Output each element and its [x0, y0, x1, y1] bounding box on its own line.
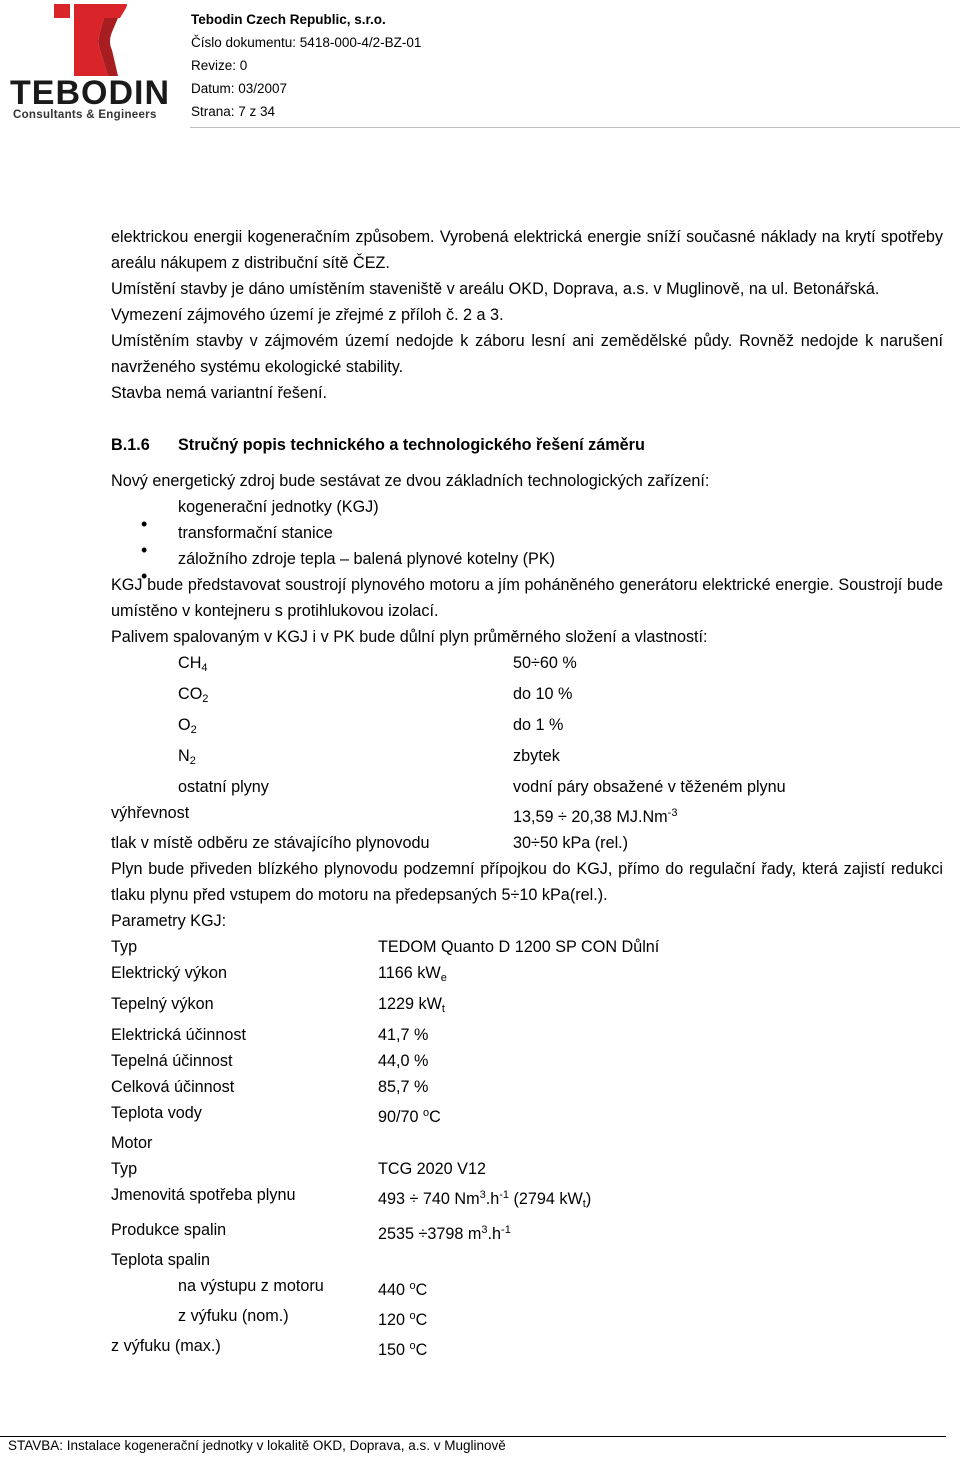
param-row: na výstupu z motoru 440 $^o$C [178, 1277, 428, 1299]
document-header [191, 8, 421, 123]
company-name: Tebodin Czech Republic, s.r.o. [191, 12, 386, 27]
param-row: Jmenovitá spotřeba plynu 493 ÷ 740 $Nm^3.h^{-1}$ (2794 $kW_t$) [111, 1186, 592, 1210]
footer-rule [0, 1436, 946, 1437]
param-row: Produkce spalin 2535 ÷3798 $m^3.h^{-1}$ [111, 1221, 511, 1243]
header-rule [190, 127, 960, 128]
zdroj-intro: Nový energetický zdroj bude sestávat ze dvou základních technologických zařízení: [111, 472, 710, 490]
vyhrevnost-row: výhřevnost 13,59 ÷ 20,38 $MJ.Nm^{-3}$ [111, 804, 678, 826]
intro-paragraph-3: Vymezení zájmového území je zřejmé z příloh č. 2 a 3. [111, 306, 504, 324]
date: Datum: 03/2007 [191, 81, 288, 96]
bullet-item: transformační stanice [178, 524, 333, 542]
intro-paragraph-2: Umístění stavby je dáno umístěním staveniště v areálu OKD, Doprava, a.s. v Muglinově, na ul. Betonářská. [111, 280, 880, 298]
param-row: z výfuku (max.) 150 $^o$C [111, 1337, 428, 1359]
document-body [111, 224, 943, 1363]
param-row: Tepelný výkon 1229 $kW_t$ [111, 995, 445, 1015]
gas-row: $CH_4$ 50÷60 % [178, 654, 577, 674]
tebodin-logo-mark [8, 2, 168, 82]
gas-row: ostatní plyny vodní páry obsažené v těženém plynu [178, 778, 786, 796]
param-row: Motor [111, 1134, 153, 1152]
page-footer: STAVBA: Instalace kogenerační jednotky v lokalitě OKD, Doprava, a.s. v Muglinově [8, 1438, 506, 1453]
gas-row: $CO_2$ do 10 % [178, 685, 573, 705]
page-number: Strana: 7 z 34 [191, 104, 276, 119]
gas-row: $N_2$ zbytek [178, 747, 560, 767]
gas-row: $O_2$ do 1 % [178, 716, 564, 736]
param-row: Elektrický výkon 1166 $kW_e$ [111, 964, 447, 984]
kgj-paragraph: KGJ bude představovat soustrojí plynového motoru a jím poháněného generátoru elektrické energie. Soustrojí bude umístěno v kontejneru s protihlukovou izolací. [111, 576, 943, 620]
param-row: Celková účinnost 85,7 % [111, 1078, 429, 1096]
tlak-row: tlak v místě odběru ze stávajícího plynovodu 30÷50 kPa (rel.) [111, 834, 629, 852]
section-number: B.1.6 [111, 436, 150, 454]
fuel-intro: Palivem spalovaným v KGJ i v PK bude důlní plyn průměrného složení a vlastností: [111, 628, 708, 646]
revision: Revize: 0 [191, 58, 248, 73]
bullet-item: záložního zdroje tepla – balená plynové kotelny (PK) [178, 550, 556, 568]
param-row: Elektrická účinnost 41,7 % [111, 1026, 429, 1044]
intro-paragraph-1: elektrickou energii kogeneračním způsobem. Vyrobená elektrická energie sníží současné náklady na krytí spotřeby areálu nákupem z distribuční sítě ČEZ. [111, 228, 943, 272]
section-title: Stručný popis technického a technologického řešení záměru [178, 436, 645, 454]
param-row: Typ TCG 2020 V12 [111, 1160, 486, 1178]
intro-paragraph-5: Stavba nemá variantní řešení. [111, 384, 327, 402]
param-row: Teplota spalin [111, 1251, 210, 1269]
params-title: Parametry KGJ: [111, 912, 227, 930]
intro-paragraph-4: Umístěním stavby v zájmovém území nedojde k záboru lesní ani zemědělské půdy. Rovněž nedojde k narušení navrženého systému ekologické stability. [111, 332, 943, 376]
param-row: z výfuku (nom.) 120 $^o$C [178, 1307, 428, 1329]
logo-wordmark: TEBODIN [10, 74, 170, 112]
param-row: Typ TEDOM Quanto D 1200 SP CON Důlní [111, 938, 660, 956]
tebodin-logo [8, 2, 168, 126]
plyn-paragraph: Plyn bude přiveden blízkého plynovodu podzemní přípojkou do KGJ, přímo do regulační řady, která zajistí redukci tlaku plynu před vstupem do motoru na předepsaných 5÷10 kPa(rel.). [111, 860, 943, 904]
logo-tagline: Consultants & Engineers [13, 109, 157, 121]
param-row: Teplota vody 90/70 $^o$C [111, 1104, 441, 1126]
section-heading [111, 432, 943, 458]
document-number: Číslo dokumentu: 5418-000-4/2-BZ-01 [191, 35, 422, 50]
param-row: Tepelná účinnost 44,0 % [111, 1052, 429, 1070]
bullet-item: kogenerační jednotky (KGJ) [178, 498, 379, 516]
